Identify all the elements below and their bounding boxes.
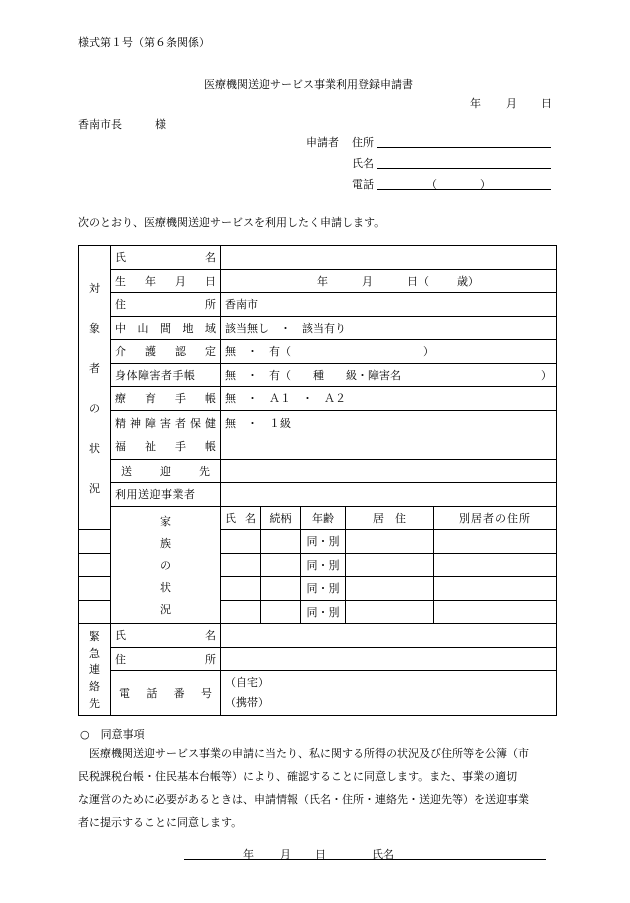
- applicant-phone-label: 電話: [352, 178, 374, 191]
- subject-side-label: 対 象 者 の 状 況: [79, 246, 111, 530]
- subject-mountain-field[interactable]: 該当無し ・ 該当有り: [221, 316, 557, 340]
- application-table: [78, 245, 557, 716]
- subject-care-label: 介 護 認 定: [111, 340, 221, 364]
- emergency-side-label: 緊 急 連 絡 先: [79, 624, 111, 716]
- family-age-field[interactable]: [261, 530, 301, 554]
- family-header-row: [79, 506, 557, 530]
- family-relation-field[interactable]: [221, 600, 261, 624]
- subject-destination-label: 送 迎 先: [111, 459, 221, 483]
- subject-birth-row: [79, 269, 557, 293]
- family-col-living: 居 住: [346, 506, 434, 530]
- phone-paren-close: ）: [480, 178, 491, 191]
- family-side-label: 家 族 の 状 況: [111, 506, 221, 624]
- family-relation-field[interactable]: [221, 553, 261, 577]
- applicant-name-field[interactable]: [377, 155, 551, 169]
- date-day-label: 日: [541, 97, 552, 110]
- phone-paren-open: （: [426, 178, 437, 191]
- page-title: 医療機関送迎サービス事業利用登録申請書: [204, 78, 413, 91]
- subject-care-field[interactable]: 無 ・ 有（ ）: [221, 340, 557, 364]
- emergency-address-label: 住 所: [111, 647, 221, 671]
- family-address-field[interactable]: [346, 577, 434, 601]
- intro-text: 次のとおり、医療機関送迎サービスを利用したく申請します。: [78, 216, 386, 229]
- subject-name-label: 氏 名: [111, 246, 221, 270]
- subject-rehab-label: 療 育 手 帳: [111, 387, 221, 411]
- emergency-address-row: [79, 647, 557, 671]
- subject-mountain-row: [79, 316, 557, 340]
- subject-mental-label: 精 神 障 害 者 保 健 福 祉 手 帳: [111, 410, 221, 459]
- applicant-phone-field[interactable]: [377, 176, 551, 190]
- family-living-field[interactable]: 同・別: [301, 553, 346, 577]
- family-living-field[interactable]: 同・別: [301, 577, 346, 601]
- subject-address-label: 住 所: [111, 293, 221, 317]
- signature-name-label: 氏名: [372, 848, 394, 861]
- subject-birth-label: 生 年 月 日: [111, 269, 221, 293]
- applicant-address-field[interactable]: [377, 134, 551, 148]
- subject-provider-field[interactable]: [221, 483, 557, 507]
- applicant-name-label: 氏名: [352, 157, 374, 170]
- family-name-field[interactable]: [79, 530, 111, 554]
- subject-name-field[interactable]: [221, 246, 557, 270]
- family-relation-field[interactable]: [221, 530, 261, 554]
- family-col-name: 氏 名: [221, 506, 261, 530]
- family-phone-field[interactable]: [434, 553, 557, 577]
- emergency-name-label: 氏 名: [111, 624, 221, 648]
- family-address-field[interactable]: [346, 530, 434, 554]
- subject-rehab-row: [79, 387, 557, 411]
- date-month-label: 月: [506, 97, 517, 110]
- applicant-address-label: 住所: [352, 136, 374, 149]
- family-phone-field[interactable]: [434, 530, 557, 554]
- emergency-phone-label: 電 話 番 号: [111, 671, 221, 716]
- subject-disability-label: 身体障害者手帳: [111, 363, 221, 387]
- subject-destination-row: [79, 459, 557, 483]
- family-living-field[interactable]: 同・別: [301, 530, 346, 554]
- subject-care-row: [79, 340, 557, 364]
- subject-disability-row: [79, 363, 557, 387]
- emergency-address-field[interactable]: [221, 647, 557, 671]
- subject-rehab-field[interactable]: 無 ・ Ａ１ ・ Ａ２: [221, 387, 557, 411]
- emergency-phone-row: [79, 671, 557, 716]
- addressee: 香南市長 様: [78, 118, 166, 131]
- subject-provider-label: 利用送迎事業者: [111, 483, 221, 507]
- family-address-field[interactable]: [346, 553, 434, 577]
- family-phone-field[interactable]: [434, 577, 557, 601]
- date-year-label: 年: [470, 97, 481, 110]
- emergency-name-row: [79, 624, 557, 648]
- emergency-phone-mobile: （携帯）: [225, 696, 269, 709]
- family-age-field[interactable]: [261, 600, 301, 624]
- applicant-label: 申請者: [306, 136, 339, 149]
- subject-name-row: [79, 246, 557, 270]
- consent-body: 医療機関送迎サービス事業の申請に当たり、私に関する所得の状況及び住所等を公簿（市 民税課税台帳・住民基本台帳等）により、確認することに同意します。また、事業の適切 な運営のために必要があるときは、申請情報（氏名・住所・連絡先・送迎先等）を送迎事業 者に提示することに同意します。: [78, 747, 529, 829]
- family-col-relation: 続柄: [261, 506, 301, 530]
- family-name-field[interactable]: [79, 553, 111, 577]
- signature-day-label: 日: [315, 848, 326, 861]
- family-age-field[interactable]: [261, 553, 301, 577]
- subject-provider-row: [79, 483, 557, 507]
- signature-month-label: 月: [280, 848, 291, 861]
- family-age-field[interactable]: [261, 577, 301, 601]
- subject-address-field[interactable]: 香南市: [221, 293, 557, 317]
- consent-heading: ○ 同意事項: [80, 728, 145, 741]
- family-address-field[interactable]: [346, 600, 434, 624]
- family-name-field[interactable]: [79, 577, 111, 601]
- signature-line[interactable]: [184, 846, 546, 860]
- subject-mental-row: [79, 410, 557, 459]
- family-phone-field[interactable]: [434, 600, 557, 624]
- family-col-address: 別居者の住所: [434, 506, 557, 530]
- subject-mental-field[interactable]: 無 ・ １級: [221, 410, 557, 459]
- emergency-phone-home: （自宅）: [225, 676, 269, 689]
- subject-destination-field[interactable]: [221, 459, 557, 483]
- subject-address-row: [79, 293, 557, 317]
- family-col-age: 年齢: [301, 506, 346, 530]
- family-name-field[interactable]: [79, 600, 111, 624]
- family-living-field[interactable]: 同・別: [301, 600, 346, 624]
- form-number: 様式第１号（第６条関係）: [78, 36, 210, 49]
- subject-disability-field[interactable]: 無 ・ 有（ 種 級・障害名 ）: [221, 363, 557, 387]
- family-relation-field[interactable]: [221, 577, 261, 601]
- emergency-phone-field[interactable]: [221, 671, 557, 716]
- subject-mountain-label: 中 山 間 地 域: [111, 316, 221, 340]
- signature-year-label: 年: [243, 848, 254, 861]
- subject-birth-field[interactable]: 年 月 日（ 歳）: [221, 269, 557, 293]
- emergency-name-field[interactable]: [221, 624, 557, 648]
